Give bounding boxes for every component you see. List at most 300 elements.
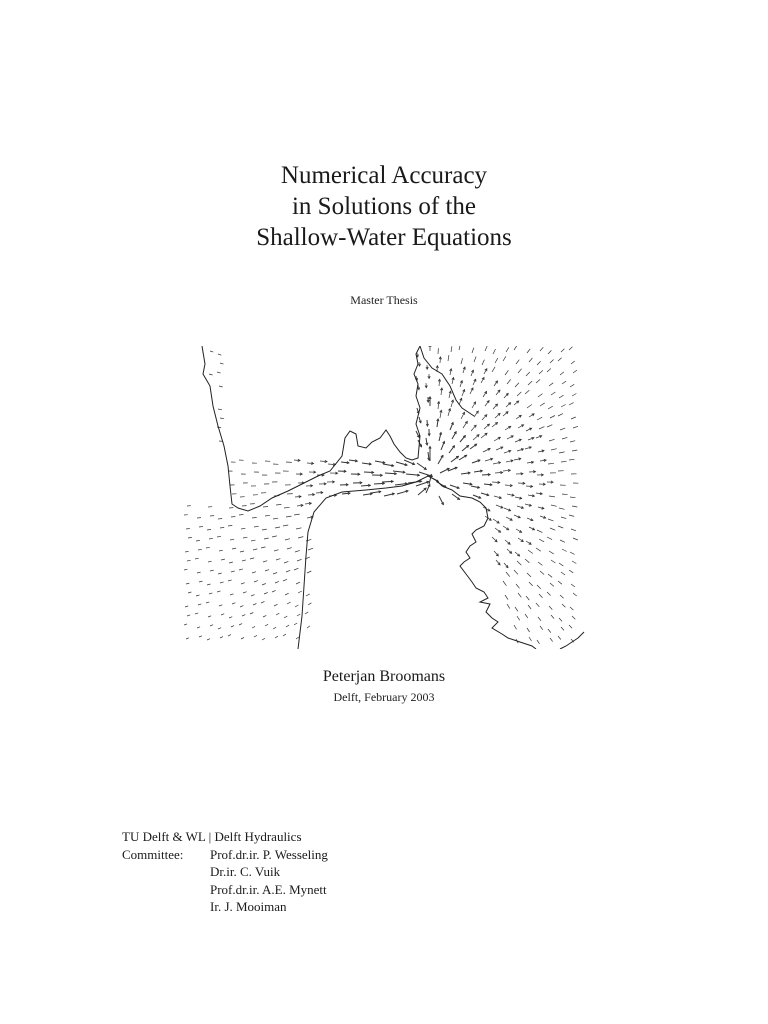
velocity-arrow [540, 571, 544, 575]
velocity-arrow [562, 549, 567, 552]
velocity-arrow [451, 346, 452, 352]
velocity-arrow [208, 561, 212, 562]
velocity-arrow [451, 456, 459, 462]
velocity-arrow [506, 572, 510, 577]
velocity-arrow [537, 417, 542, 420]
velocity-arrow [296, 528, 302, 529]
velocity-arrow [264, 593, 268, 595]
velocity-arrow [298, 591, 302, 593]
velocity-arrow [199, 527, 203, 528]
velocity-arrow [199, 636, 202, 637]
velocity-arrow [549, 606, 552, 610]
title-line-3: Shallow-Water Equations [256, 224, 512, 251]
velocity-arrow [547, 369, 551, 373]
velocity-arrow [571, 361, 575, 364]
velocity-arrow [529, 637, 532, 641]
velocity-arrow [416, 482, 429, 486]
velocity-arrow [573, 426, 578, 428]
velocity-arrow [548, 350, 551, 354]
velocity-arrow [536, 548, 541, 551]
velocity-arrow [539, 594, 543, 598]
velocity-arrow [472, 348, 474, 353]
velocity-arrow [561, 349, 564, 352]
velocity-arrow [439, 496, 443, 505]
velocity-arrow [570, 384, 574, 387]
velocity-arrow [460, 436, 465, 443]
velocity-arrow [558, 358, 562, 361]
velocity-arrow [308, 548, 313, 550]
velocity-arrow [518, 369, 522, 373]
velocity-arrow [529, 582, 533, 586]
velocity-arrow [539, 427, 544, 429]
velocity-arrow [526, 372, 530, 376]
velocity-arrow [252, 626, 255, 628]
velocity-arrow [558, 636, 561, 640]
velocity-arrow [208, 616, 211, 617]
velocity-arrow [538, 617, 541, 621]
velocity-arrow [514, 346, 517, 350]
velocity-arrow [284, 616, 287, 618]
velocity-arrow [251, 595, 255, 596]
velocity-arrow [550, 583, 554, 586]
velocity-arrow [551, 560, 555, 563]
velocity-arrow [382, 481, 393, 482]
velocity-arrow [572, 506, 577, 507]
velocity-arrow [548, 406, 553, 409]
velocity-arrow [294, 623, 297, 625]
velocity-arrow [308, 603, 311, 605]
velocity-arrow [551, 615, 554, 619]
velocity-arrow [239, 624, 242, 625]
velocity-arrow [525, 390, 529, 394]
velocity-arrow [232, 603, 235, 604]
velocity-arrow [276, 504, 281, 505]
velocity-arrow [209, 538, 213, 539]
committee-label: Committee: [122, 846, 184, 862]
velocity-arrow [571, 417, 576, 419]
velocity-arrow [220, 418, 224, 419]
affiliation-block [122, 828, 328, 916]
vector-field-plot [180, 346, 585, 649]
velocity-arrow [254, 526, 259, 527]
velocity-arrow [186, 583, 189, 584]
velocity-arrow [507, 604, 510, 609]
velocity-arrow [461, 358, 463, 364]
velocity-arrow [559, 395, 564, 398]
velocity-arrow [283, 525, 288, 526]
velocity-arrow [273, 573, 277, 575]
velocity-arrow [537, 585, 541, 589]
velocity-arrow [272, 590, 276, 592]
velocity-arrow [254, 581, 258, 582]
velocity-arrow [515, 607, 518, 611]
velocity-arrow [528, 550, 533, 554]
velocity-arrow [231, 517, 235, 518]
velocity-arrow [197, 572, 201, 573]
coastline-north [420, 346, 474, 416]
velocity-arrow [539, 539, 544, 542]
velocity-arrow [262, 529, 267, 530]
committee-member: Prof.dr.ir. P. Wesseling [210, 846, 328, 862]
velocity-arrow [539, 370, 543, 374]
velocity-arrow [250, 558, 254, 559]
velocity-arrow [548, 463, 554, 464]
velocity-arrow [275, 636, 278, 638]
velocity-arrow [562, 494, 568, 495]
velocity-arrow [528, 605, 531, 609]
velocity-arrow [548, 629, 551, 633]
velocity-arrow [298, 537, 303, 538]
velocity-arrow [196, 595, 199, 596]
velocity-arrow [572, 616, 575, 619]
velocity-arrow [550, 360, 554, 364]
document-type: Master Thesis [350, 293, 418, 307]
velocity-arrow [297, 614, 300, 616]
velocity-arrow [185, 606, 188, 607]
committee-member: Prof.dr.ir. A.E. Mynett [210, 881, 327, 897]
velocity-arrow [561, 405, 566, 408]
velocity-arrow [219, 605, 222, 606]
velocity-arrow [527, 349, 530, 353]
velocity-arrow [573, 538, 578, 540]
velocity-arrow [239, 515, 244, 516]
velocity-arrow [559, 563, 563, 566]
velocity-arrow [560, 540, 565, 542]
velocity-arrow [570, 552, 575, 554]
velocity-arrow [285, 593, 289, 595]
velocity-arrow [220, 637, 223, 638]
velocity-arrow [536, 379, 540, 383]
place-and-date: Delft, February 2003 [333, 690, 435, 704]
velocity-arrow [228, 635, 231, 636]
velocity-arrow [296, 582, 300, 584]
velocity-arrow [286, 625, 289, 627]
velocity-arrow [481, 433, 487, 438]
velocity-arrow [272, 536, 277, 537]
velocity-arrow [307, 626, 310, 628]
velocity-arrow [220, 527, 224, 528]
velocity-arrow [294, 514, 300, 515]
velocity-arrow [572, 394, 576, 397]
velocity-arrow [517, 616, 520, 620]
velocity-arrow [516, 360, 519, 364]
velocity-arrow [217, 427, 221, 428]
velocity-arrow [198, 549, 202, 550]
velocity-arrow [474, 357, 476, 363]
velocity-arrow [551, 392, 555, 395]
velocity-arrow [440, 468, 449, 473]
velocity-arrow [550, 528, 555, 530]
velocity-arrow [207, 639, 210, 640]
velocity-arrow [561, 517, 566, 519]
velocity-arrow [296, 637, 299, 639]
velocity-arrow [252, 572, 256, 573]
velocity-arrow [307, 571, 311, 573]
velocity-arrow [209, 593, 212, 594]
velocity-arrow [537, 530, 542, 533]
velocity-arrow [185, 551, 189, 552]
velocity-arrows [184, 346, 578, 644]
velocity-arrow [197, 627, 200, 628]
velocity-arrow [459, 455, 467, 460]
velocity-arrow [438, 455, 443, 464]
velocity-arrow [261, 547, 266, 548]
velocity-arrow [493, 349, 496, 354]
velocity-arrow [230, 539, 234, 540]
velocity-arrow [273, 627, 276, 629]
velocity-arrow [551, 449, 557, 450]
velocity-arrow [515, 383, 519, 387]
velocity-arrow [306, 594, 310, 596]
velocity-arrow [527, 405, 532, 409]
velocity-arrow [569, 403, 574, 405]
velocity-arrow [561, 461, 567, 462]
velocity-arrow [284, 561, 288, 563]
velocity-arrow [560, 595, 564, 598]
velocity-arrow [263, 507, 268, 508]
velocity-arrow [273, 518, 278, 519]
velocity-arrow [240, 551, 244, 552]
velocity-arrow [231, 571, 235, 572]
velocity-arrow [305, 612, 308, 614]
committee [122, 846, 328, 916]
velocity-arrow [570, 497, 575, 498]
velocity-arrow [571, 529, 576, 531]
velocity-arrow [558, 526, 563, 528]
velocity-arrow [561, 572, 565, 575]
velocity-arrow [449, 446, 455, 453]
velocity-arrow [218, 354, 221, 355]
velocity-arrow [417, 463, 426, 470]
velocity-arrow [252, 517, 257, 518]
velocity-arrow [242, 615, 245, 616]
velocity-arrow [206, 547, 210, 548]
velocity-arrow [482, 360, 484, 365]
velocity-arrow [230, 594, 234, 595]
velocity-arrow [295, 605, 298, 607]
velocity-arrow [242, 560, 246, 561]
velocity-arrow [527, 628, 530, 632]
velocity-arrow [218, 628, 221, 629]
velocity-arrow [514, 625, 517, 629]
velocity-arrow [470, 444, 477, 449]
velocity-arrow [217, 372, 221, 373]
velocity-arrow [198, 604, 201, 605]
velocity-arrow [525, 559, 529, 563]
velocity-arrow [218, 409, 222, 410]
velocity-arrow [207, 584, 211, 585]
velocity-arrow [562, 604, 565, 607]
velocity-arrow [287, 548, 292, 549]
velocity-arrow [251, 540, 255, 541]
coastline-south [298, 476, 536, 649]
velocity-arrow [186, 529, 190, 530]
velocity-arrow [254, 635, 257, 637]
velocity-arrow [569, 570, 573, 573]
velocity-arrow [505, 595, 508, 600]
author-name: Peterjan Broomans [322, 668, 446, 685]
velocity-arrow [221, 614, 224, 615]
velocity-arrow [551, 505, 557, 506]
velocity-arrow [525, 614, 528, 618]
velocity-arrow [263, 561, 267, 562]
committee-member: Ir. J. Mooiman [210, 899, 287, 914]
velocity-arrow [243, 537, 247, 538]
velocity-arrow [253, 604, 256, 606]
velocity-arrow [473, 435, 479, 440]
velocity-arrow [572, 450, 577, 451]
velocity-arrow [210, 625, 213, 626]
velocity-arrow [184, 569, 188, 570]
velocity-arrow [286, 516, 292, 517]
velocity-arrow [219, 550, 223, 551]
velocity-arrow [229, 617, 232, 618]
velocity-arrow [492, 367, 495, 372]
velocity-arrow [503, 581, 506, 586]
velocity-arrow [228, 525, 232, 526]
velocity-arrow [549, 551, 554, 554]
velocity-arrow [517, 392, 521, 396]
velocity-arrow [528, 381, 532, 385]
velocity-arrow [562, 381, 566, 384]
velocity-arrow [418, 488, 426, 495]
velocity-arrow [283, 579, 287, 581]
velocity-arrow [506, 347, 509, 352]
velocity-arrow [540, 626, 543, 630]
velocity-arrow [209, 374, 213, 375]
velocity-arrow [485, 346, 487, 351]
velocity-arrow [262, 584, 266, 586]
velocity-arrow [562, 437, 567, 439]
velocity-arrow [262, 638, 265, 640]
velocity-arrow [459, 346, 460, 350]
velocity-arrow [220, 363, 224, 364]
velocity-arrow [558, 581, 562, 584]
velocity-arrow [550, 416, 555, 419]
velocity-arrow [507, 379, 511, 384]
velocity-arrow [218, 519, 222, 520]
velocity-arrow [188, 592, 191, 593]
velocity-arrow [505, 370, 508, 375]
velocity-arrow [559, 618, 562, 621]
velocity-arrow [295, 550, 300, 552]
velocity-arrow [206, 602, 209, 603]
velocity-arrow [484, 424, 489, 429]
velocity-arrow [210, 351, 213, 352]
thesis-title [0, 160, 768, 253]
velocity-arrow [220, 582, 224, 583]
velocity-arrow [573, 593, 577, 596]
velocity-arrow [548, 519, 554, 521]
velocity-arrow [275, 527, 280, 528]
velocity-arrow [550, 638, 553, 642]
velocity-arrow [188, 537, 192, 538]
velocity-arrow [207, 529, 211, 530]
committee-members [210, 846, 328, 916]
velocity-arrow [240, 606, 243, 607]
velocity-arrow [547, 592, 551, 596]
velocity-arrow [559, 452, 565, 453]
institution: TU Delft & WL | Delft Hydraulics [122, 829, 302, 844]
velocity-arrow [265, 570, 269, 571]
velocity-arrow [232, 548, 236, 549]
velocity-arrow [284, 507, 290, 508]
velocity-arrow [571, 584, 575, 587]
velocity-arrow [517, 561, 521, 565]
velocity-arrow [274, 550, 279, 551]
velocity-arrow [218, 573, 222, 574]
velocity-arrow [264, 538, 269, 539]
velocity-arrow [569, 459, 574, 460]
velocity-arrow [561, 627, 564, 630]
velocity-arrow [448, 355, 449, 361]
velocity-arrow [570, 441, 575, 442]
velocity-arrow [547, 425, 552, 427]
velocity-arrow [540, 347, 543, 351]
velocity-arrow [518, 593, 521, 597]
velocity-arrow [217, 536, 221, 537]
velocity-arrow [540, 403, 545, 406]
velocity-arrow [241, 583, 245, 584]
velocity-arrow [527, 573, 531, 577]
velocity-arrow [529, 358, 532, 362]
velocity-arrow [471, 425, 476, 431]
velocity-arrow [573, 370, 577, 373]
velocity-arrow [217, 591, 221, 592]
velocity-arrow [283, 634, 286, 636]
velocity-arrow [265, 515, 270, 516]
velocity-arrow [526, 596, 529, 600]
velocity-arrow [275, 581, 279, 583]
velocity-arrow [560, 428, 565, 430]
velocity-arrow [549, 496, 555, 497]
velocity-arrow [219, 386, 223, 387]
velocity-arrow [570, 607, 573, 610]
velocity-arrow [241, 638, 244, 640]
velocity-arrow [286, 570, 290, 572]
velocity-arrow [548, 574, 552, 577]
velocity-arrow [549, 383, 553, 386]
velocity-arrow [243, 592, 247, 593]
velocity-arrow [462, 445, 469, 451]
velocity-arrow [261, 601, 265, 603]
velocity-arrow [184, 624, 187, 625]
title-line-2: in Solutions of the [291, 193, 477, 220]
velocity-arrow [572, 561, 576, 564]
velocity-arrow [492, 537, 497, 542]
velocity-arrow [294, 568, 298, 570]
velocity-arrow [265, 624, 268, 626]
velocity-arrow [503, 356, 506, 361]
velocity-arrow [537, 640, 540, 644]
velocity-arrow [569, 625, 572, 628]
velocity-arrow [231, 626, 234, 627]
velocity-arrow [274, 604, 278, 606]
velocity-arrow [538, 562, 542, 565]
velocity-arrow [547, 537, 552, 540]
velocity-arrow [195, 613, 198, 614]
velocity-arrow [297, 559, 302, 561]
title-line-1: Numerical Accuracy [280, 162, 488, 189]
velocity-arrow [241, 528, 245, 529]
velocity-arrow [250, 613, 253, 615]
velocity-arrow [287, 602, 291, 604]
velocity-arrow [229, 562, 233, 563]
velocity-arrow [514, 570, 518, 574]
velocity-arrow [516, 584, 520, 588]
velocity-arrow [560, 372, 564, 375]
velocity-arrow [276, 559, 280, 560]
